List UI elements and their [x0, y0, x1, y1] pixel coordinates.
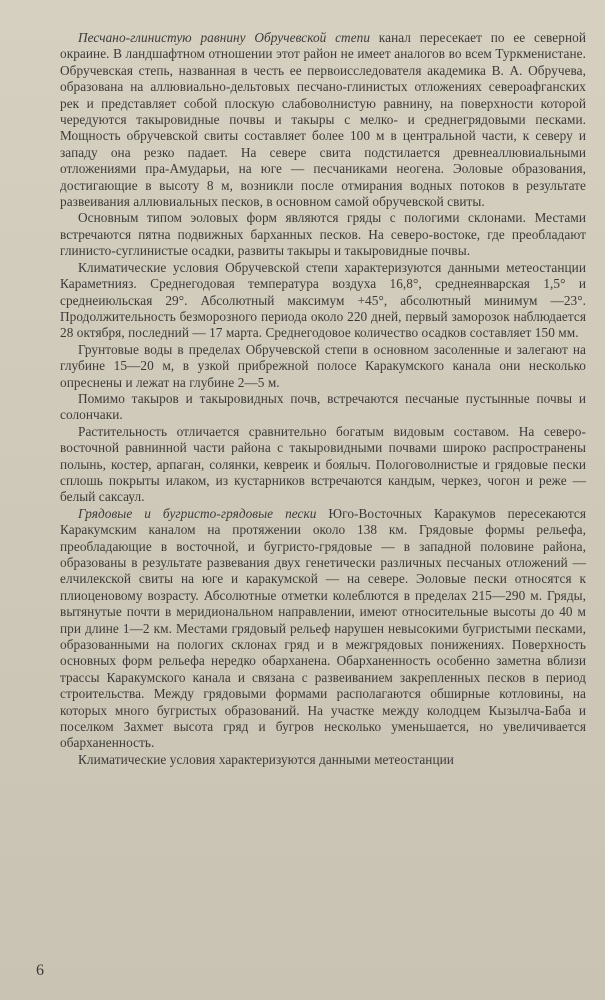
paragraph-text: Помимо такыров и такыровидных почв, встречаются песчаные пустынные почвы и солончаки.	[60, 390, 586, 423]
paragraph-lead-italic: Песчано-глинистую равнину Обручевской степи	[78, 30, 371, 45]
page-body	[60, 30, 586, 990]
paragraph-soils	[60, 391, 586, 424]
paragraph-groundwater	[60, 342, 586, 391]
paragraph-eolian-forms	[60, 210, 586, 259]
paragraph-climate-obruchev	[60, 260, 586, 342]
paragraph-climate-continued	[60, 752, 586, 768]
paragraph-text: Основным типом эоловых форм являются гряды с пологими склонами. Местами встречаются пятна подвижных барханных песков. На северо-востоке, где преобладают глинисто-суглинистые осадки, развиты такыры и такыровидные почвы.	[60, 210, 586, 259]
page-number: 6	[36, 962, 44, 979]
paragraph-text: канал пересекает по ее северной окраине. В ландшафтном отношении этот район не имеет аналогов во всем Туркменистане. Обручевская степь, названная в честь ее первоисследователя академика В. А. Обручева, образована на аллювиально-дельтовых песчано-глинистых отложениях североафганских рек и представляет собой плоскую слабоволнистую равнину, на поверхности которой чередуются такыровидные почвы и такыры с мелко- и среднегрядовыми песками. Мощность обручевской свиты составляет более 100 м в центральной части, к северу и западу она резко падает. На севере свита подстилается древнеаллювиальными отложениями пра-Амударьи, на юге — песчаниками неогена. Эоловые образования, достигающие в высоту 8 м, возникли после отмирания водных потоков в результате развеивания аллювиальных песков, в основном самой обручевской свиты.	[60, 30, 586, 210]
paragraph-text: Климатические условия Обручевской степи характеризуются данными метеостанции Караметнияз. Среднегодовая температура воздуха 16,8°, среднеянварская 1,5° и среднеиюльская 29°. Абсолютный максимум +45°, абсолютный минимум —23°. Продолжительность безморозного периода около 220 дней, первый заморозок наблюдается 28 октября, последний — 17 марта. Среднегодовое количество осадков составляет 150 мм.	[60, 259, 586, 341]
paragraph-ridge-sands	[60, 506, 586, 752]
paragraph-lead-italic: Грядовые и бугристо-грядовые пески	[78, 505, 317, 521]
paragraph-text: Растительность отличается сравнительно богатым видовым составом. На северо-восточной равнинной части района с такыровидными почвами широко распространены полынь, костер, арпаган, солянки, кевреик и боялыч. Пологоволнистые и грядовые пески сплошь покрыты илаком, из кустарников встречаются кандым, черкез, чогон и реже — белый саксаул.	[60, 423, 586, 505]
paragraph-text: Грунтовые воды в пределах Обручевской степи в основном засоленные и залегают на глубине 15—20 м, в узкой прибрежной полосе Каракумского канала они несколько опреснены и лежат на глубине 2—5 м.	[60, 341, 586, 390]
paragraph-text: Климатические условия характеризуются данными метеостанции	[78, 751, 454, 767]
paragraph-obruchev-plain	[60, 30, 586, 210]
paragraph-vegetation	[60, 424, 586, 506]
paragraph-text: Юго-Восточных Каракумов пересекаются Каракумским каналом на протяжении около 138 км. Грядовые формы рельефа, преобладающие в восточной, и бугристо-грядовые — в западной половине района, образованы в результате развевания двух генетически различных песчаных отложений — елчилекской свиты на юге и каракумской — на севере. Эоловые пески относятся к плиоценовому возрасту. Абсолютные отметки колеблются в пределах 215—290 м. Гряды, вытянутые почти в меридиональном направлении, имеют относительные высоты до 40 м при длине 1—2 км. Местами грядовый рельеф нарушен невысокими бугристыми песками, образованными на пологих склонах гряд и в межгрядовых понижениях. Поверхность основных форм рельефа нередко обарханена. Обарханенность особенно заметна вблизи трассы Каракумского канала и связана с развеиванием закрепленных песков в период строительства. Между грядовыми формами располагаются обширные котловины, на которых много бугристых образований. На участке между колодцем Кызылча-Баба и поселком Захмет высота гряд и бугров несколько уменьшается, но увеличивается обарханенность.	[60, 505, 586, 751]
